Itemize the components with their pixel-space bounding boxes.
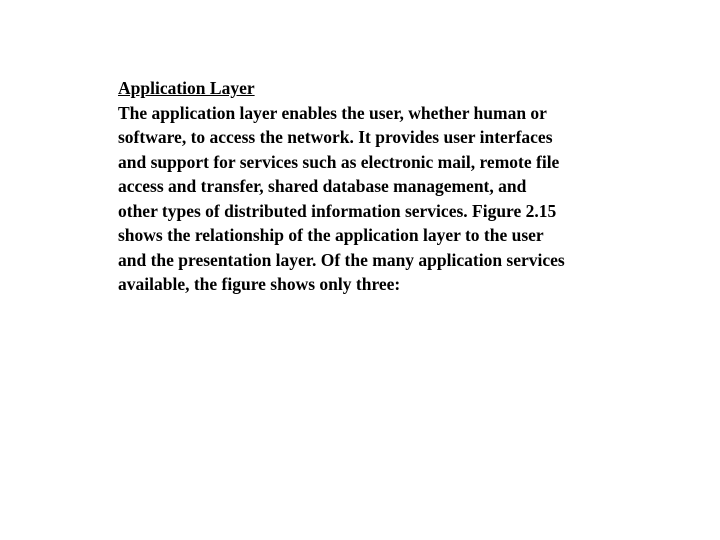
paragraph-line: and support for services such as electronic mail, remote file [118, 151, 560, 172]
paragraph-line: and the presentation layer. Of the many application services [118, 249, 565, 270]
paragraph-line: software, to access the network. It provides user interfaces [118, 127, 553, 147]
paragraph-line: other types of distributed information services. Figure 2.15 [118, 200, 557, 221]
paragraph-line: access and transfer, shared database management, and [118, 176, 527, 196]
slide-body [118, 76, 658, 297]
slide-heading: Application Layer [118, 78, 255, 98]
paragraph-line: shows the relationship of the application layer to the user [118, 225, 544, 245]
paragraph-line: available, the figure shows only three: [118, 274, 401, 294]
paragraph-line: The application layer enables the user, whether human or [118, 102, 547, 123]
